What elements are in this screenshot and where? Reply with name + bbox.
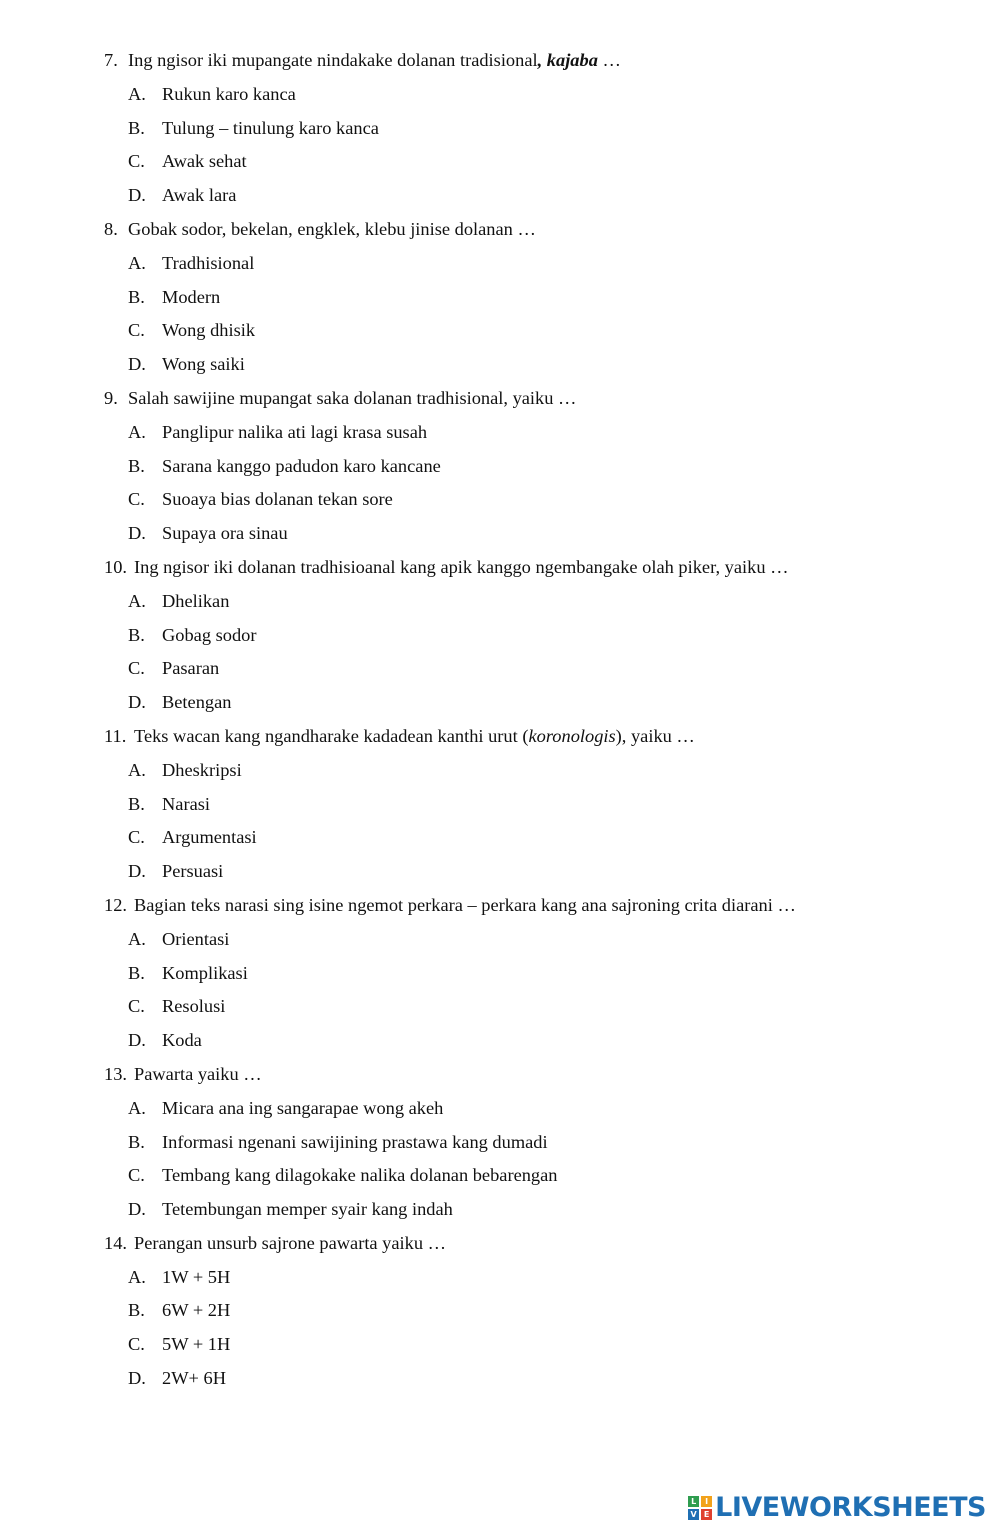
option-letter: D. (128, 692, 146, 713)
question-8 (104, 213, 964, 247)
option-text: Tembang kang dilagokake nalika dolanan bebarengan (162, 1165, 558, 1186)
option (104, 1294, 964, 1328)
option-letter: A. (128, 252, 146, 273)
option-letter: A. (128, 1266, 146, 1287)
option-letter: A. (128, 590, 146, 611)
option-letter: D. (128, 523, 146, 544)
option-text: Gobag sodor (162, 624, 257, 645)
logo-tile: E (701, 1509, 712, 1520)
option-text: Argumentasi (162, 827, 257, 848)
option-letter: C. (128, 320, 145, 341)
option-text: Wong dhisik (162, 320, 256, 341)
option-letter: C. (128, 827, 145, 848)
question-number: 12. (104, 894, 127, 915)
option (104, 585, 964, 619)
option (104, 145, 964, 179)
option-text: Wong saiki (162, 354, 245, 375)
question-13 (104, 1058, 964, 1092)
option-text: 1W + 5H (162, 1266, 231, 1287)
option (104, 348, 964, 382)
option (104, 619, 964, 653)
option-letter: C. (128, 658, 145, 679)
brand-name: LIVEWORKSHEETS (715, 1492, 986, 1523)
option (104, 416, 964, 450)
option-letter: A. (128, 928, 146, 949)
logo-tile: I (701, 1496, 712, 1507)
option-letter: C. (128, 1165, 145, 1186)
option (104, 1261, 964, 1295)
option-text: Panglipur nalika ati lagi krasa susah (162, 421, 428, 442)
question-7 (104, 44, 964, 78)
question-text: Bagian teks narasi sing isine ngemot perkara – perkara kang ana sajroning crita diarani … (134, 894, 796, 915)
option-letter: C. (128, 996, 145, 1017)
option-text: Awak lara (162, 185, 237, 206)
question-text: Perangan unsurb sajrone pawarta yaiku … (134, 1232, 447, 1253)
question-emphasis: koronologis (528, 725, 616, 746)
option (104, 957, 964, 991)
option-text: 6W + 2H (162, 1300, 231, 1321)
option-letter: B. (128, 962, 145, 983)
option-text: Supaya ora sinau (162, 523, 288, 544)
option (104, 517, 964, 551)
option (104, 1092, 964, 1126)
question-number: 14. (104, 1232, 127, 1253)
question-text: Gobak sodor, bekelan, engklek, klebu jinise dolanan … (128, 218, 536, 239)
question-text: Ing ngisor iki mupangate nindakake dolanan tradisional (128, 50, 538, 70)
option (104, 1024, 964, 1058)
question-14 (104, 1227, 964, 1261)
question-10 (104, 551, 964, 585)
option (104, 179, 964, 213)
option-letter: B. (128, 793, 145, 814)
liveworksheets-brand[interactable] (688, 1492, 986, 1523)
question-12 (104, 889, 964, 923)
logo-tile: L (688, 1496, 699, 1507)
option-text: Narasi (162, 793, 210, 814)
option (104, 314, 964, 348)
option-text: Suoaya bias dolanan tekan sore (162, 489, 393, 510)
option-text: Orientasi (162, 928, 230, 949)
option (104, 1159, 964, 1193)
option-text: Tulung – tinulung karo kanca (162, 117, 379, 138)
option-letter: B. (128, 117, 145, 138)
option-letter: D. (128, 1368, 146, 1389)
option-text: Persuasi (162, 861, 224, 882)
option (104, 788, 964, 822)
option-text: Awak sehat (162, 151, 247, 172)
option (104, 686, 964, 720)
option-letter: B. (128, 286, 145, 307)
option (104, 78, 964, 112)
option (104, 821, 964, 855)
question-number: 8. (104, 218, 118, 239)
option-text: Modern (162, 286, 221, 307)
question-number: 10. (104, 556, 127, 577)
option-letter: A. (128, 1097, 146, 1118)
question-9 (104, 382, 964, 416)
option-letter: D. (128, 1199, 146, 1220)
option (104, 990, 964, 1024)
worksheet (104, 44, 964, 1396)
option-letter: D. (128, 354, 146, 375)
option (104, 247, 964, 281)
question-text: Ing ngisor iki dolanan tradhisioanal kang apik kanggo ngembangake olah piker, yaiku … (134, 556, 789, 577)
option (104, 450, 964, 484)
option (104, 923, 964, 957)
option-text: 5W + 1H (162, 1334, 231, 1355)
option (104, 1126, 964, 1160)
option-letter: B. (128, 624, 145, 645)
option-letter: D. (128, 185, 146, 206)
option (104, 754, 964, 788)
option-text: Dhelikan (162, 590, 230, 611)
option-letter: B. (128, 1131, 145, 1152)
option-letter: C. (128, 151, 145, 172)
question-text-end: … (597, 50, 621, 70)
option (104, 652, 964, 686)
option-text: Sarana kanggo padudon karo kancane (162, 455, 441, 476)
question-emphasis: , kajaba (537, 50, 598, 70)
option (104, 483, 964, 517)
option-text: Dheskripsi (162, 759, 242, 780)
option-text: Tradhisional (162, 252, 255, 273)
option-text: Resolusi (162, 996, 226, 1017)
option-letter: A. (128, 421, 146, 442)
question-text: Teks wacan kang ngandharake kadadean kanthi urut ( (134, 725, 529, 746)
question-number: 11. (104, 725, 127, 746)
question-number: 7. (104, 50, 118, 70)
option-letter: A. (128, 83, 146, 104)
option-letter: C. (128, 489, 145, 510)
option (104, 855, 964, 889)
option-letter: B. (128, 1300, 145, 1321)
option-letter: C. (128, 1334, 145, 1355)
option (104, 1328, 964, 1362)
liveworksheets-logo-icon (688, 1496, 712, 1520)
question-11 (104, 720, 964, 754)
option-text: Rukun karo kanca (162, 83, 296, 104)
option (104, 281, 964, 315)
option (104, 1362, 964, 1396)
option-text: Tetembungan memper syair kang indah (162, 1199, 453, 1220)
option-letter: A. (128, 759, 146, 780)
option (104, 1193, 964, 1227)
option-letter: B. (128, 455, 145, 476)
logo-tile: V (688, 1509, 699, 1520)
question-number: 13. (104, 1063, 127, 1084)
question-text: Salah sawijine mupangat saka dolanan tradhisional, yaiku … (128, 387, 577, 408)
option-text: Micara ana ing sangarapae wong akeh (162, 1097, 444, 1118)
option-text: Informasi ngenani sawijining prastawa kang dumadi (162, 1131, 548, 1152)
question-text-end: ), yaiku … (615, 725, 695, 746)
option-text: 2W+ 6H (162, 1368, 226, 1389)
option-letter: D. (128, 861, 146, 882)
question-number: 9. (104, 387, 118, 408)
option-text: Komplikasi (162, 962, 248, 983)
option-text: Pasaran (162, 658, 220, 679)
question-text: Pawarta yaiku … (134, 1063, 262, 1084)
option-text: Betengan (162, 692, 232, 713)
option-letter: D. (128, 1030, 146, 1051)
option (104, 112, 964, 146)
option-text: Koda (162, 1030, 202, 1051)
